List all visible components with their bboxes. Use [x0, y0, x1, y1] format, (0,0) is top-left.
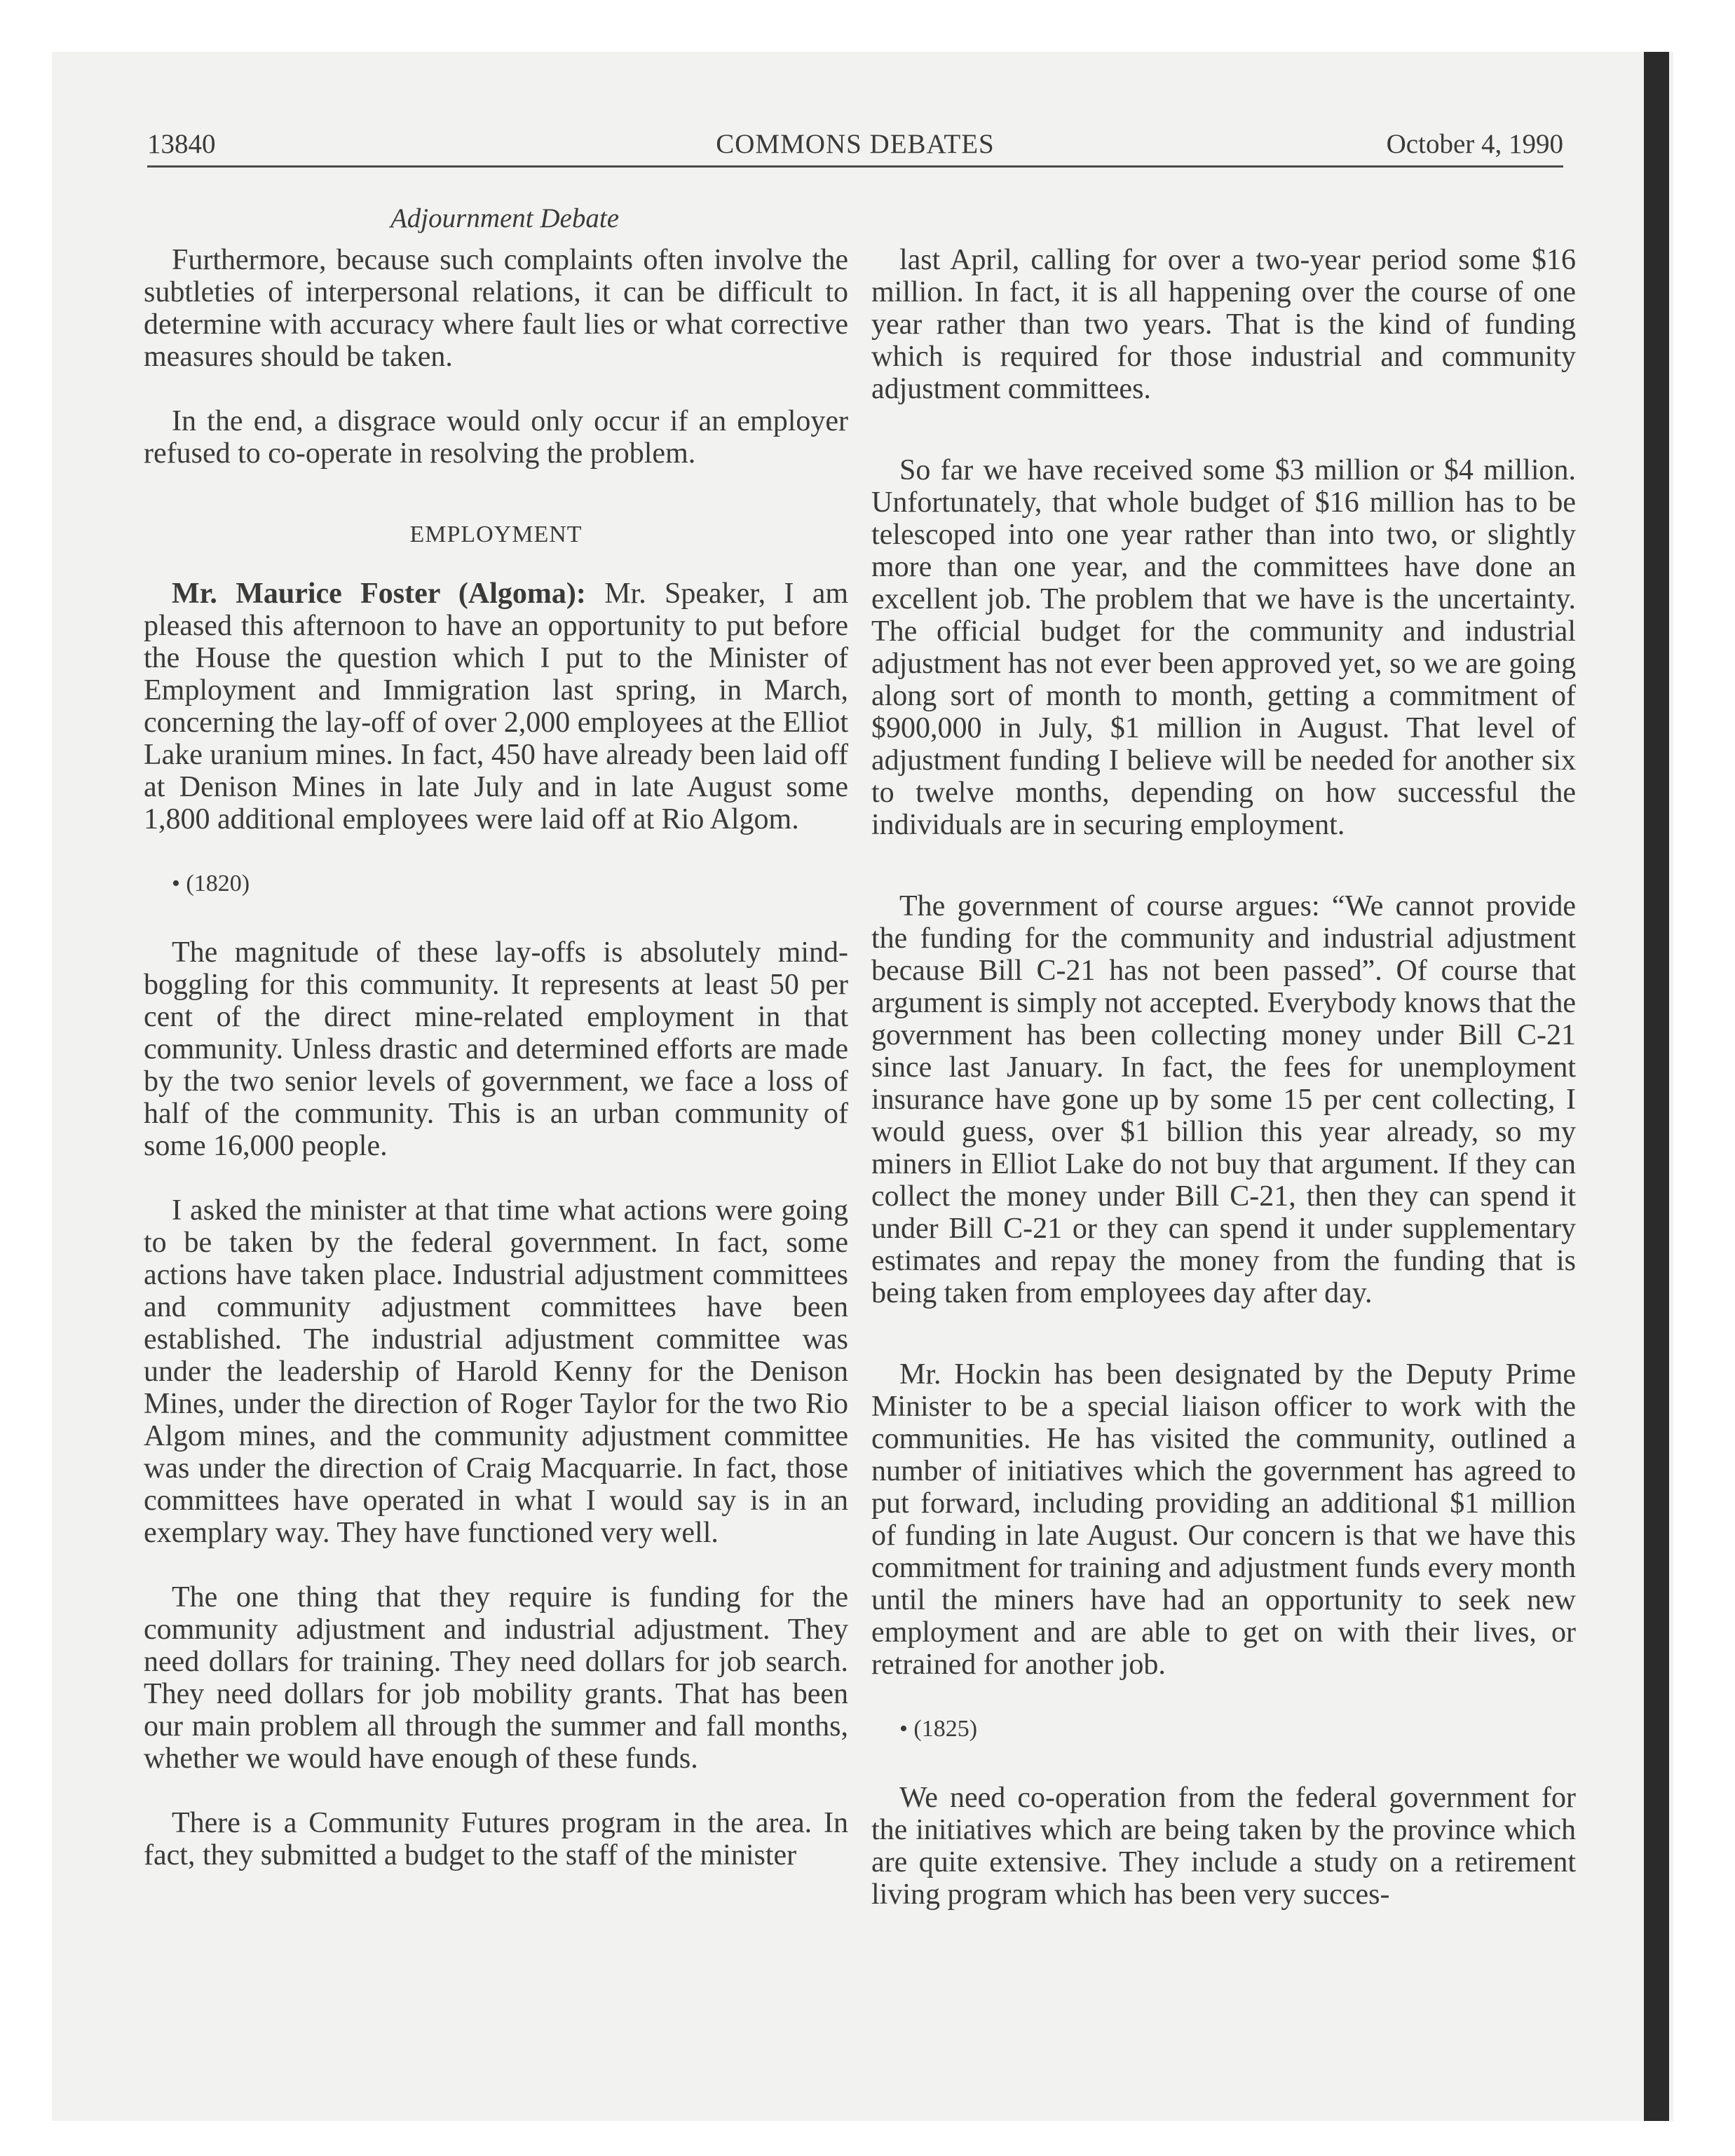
publication-date: October 4, 1990 — [1386, 129, 1563, 159]
scan-edge-shadow — [1644, 52, 1669, 2121]
paragraph: The one thing that they require is funding for the community adjustment and industrial adjustment. They need dollars for training. They need dollars for job search. They need dollars for job mobility grants. That has been our main problem all through the summer and fall months, whether we would have enough of these funds. — [144, 1581, 848, 1775]
speaker-paragraph — [144, 578, 848, 835]
timestamp: • (1825) — [899, 1716, 978, 1742]
paragraph: The government of course argues: “We cannot provide the funding for the community and industrial adjustment because Bill C-21 has not been passed”. Of course that argument is simply not accepted. Everybody knows that the government has been collecting money under Bill C-21 since last January. In fact, the fees for unemployment insurance have gone up by some 15 per cent collecting, I would guess, over $1 billion this year already, so my miners in Elliot Lake do not buy that argument. If they can collect the money under Bill C-21, then they can spend it under Bill C-21 or they can spend it under supplementary estimates and repay the money from the funding that is being taken from employees day after day. — [871, 890, 1576, 1309]
paragraph: Furthermore, because such complaints often involve the subtleties of interpersonal relations, it can be difficult to determine with accuracy where fault lies or what corrective measures should be taken. — [144, 244, 848, 373]
speaker-name: Mr. Maurice Foster (Algoma): — [172, 578, 586, 610]
subject-heading: EMPLOYMENT — [409, 521, 583, 547]
page-number: 13840 — [147, 129, 216, 159]
paragraph: We need co-operation from the federal government for the initiatives which are being taken by the province which are quite extensive. They include a study on a retirement living program which has been very succes- — [871, 1782, 1576, 1911]
publication-title: COMMONS DEBATES — [716, 129, 995, 159]
paragraph: So far we have received some $3 million or $4 million. Unfortunately, that whole budget of $16 million has to be telescoped into one year rather than into two, or slightly more than one year, and the committees have done an excellent job. The problem that we have is the uncertainty. The official budget for the community and industrial adjustment has not ever been approved yet, so we are going along sort of month to month, getting a commitment of $900,000 in July, $1 million in August. That level of adjustment funding I believe will be needed for another six to twelve months, depending on how successful the individuals are in securing employment. — [871, 454, 1576, 841]
right-column — [871, 244, 1576, 1943]
left-column — [144, 244, 848, 1904]
running-header — [147, 123, 1563, 168]
paragraph: last April, calling for over a two-year period some $16 million. In fact, it is all happening over the course of one year rather than two years. That is the kind of funding which is required for those industrial and community adjustment committees. — [871, 244, 1576, 405]
paragraph: Mr. Hockin has been designated by the Deputy Prime Minister to be a special liaison officer to work with the communities. He has visited the community, outlined a number of initiatives which the government has agreed to put forward, including providing an additional $1 million of funding in late August. Our concern is that we have this commitment for training and adjustment funds every month until the miners have had an opportunity to seek new employment and are able to get on with their lives, or retrained for another job. — [871, 1358, 1576, 1681]
paragraph: I asked the minister at that time what actions were going to be taken by the federal government. In fact, some actions have taken place. Industrial adjustment committees and community adjustment committees have been established. The industrial adjustment committee was under the leadership of Harold Kenny for the Denison Mines, under the direction of Roger Taylor for the two Rio Algom mines, and the community adjustment committee was under the direction of Craig Macquarrie. In fact, those committees have operated in what I would say is in an exemplary way. They have functioned very well. — [144, 1194, 848, 1549]
timestamp: • (1820) — [172, 871, 250, 896]
paragraph: In the end, a disgrace would only occur if an employer refused to co-operate in resolving the problem. — [144, 405, 848, 470]
paragraph: The magnitude of these lay-offs is absolutely mind-boggling for this community. It represents at least 50 per cent of the direct mine-related employment in that community. Unless drastic and determined efforts are made by the two senior levels of government, we face a loss of half of the community. This is an urban community of some 16,000 people. — [144, 936, 848, 1162]
section-title: Adjournment Debate — [390, 203, 619, 233]
paragraph: There is a Community Futures program in the area. In fact, they submitted a budget to the staff of the minister — [144, 1807, 848, 1871]
speech-text: Mr. Speaker, I am pleased this afternoon to have an opportunity to put before the House the question which I put to the Minister of Employment and Immigration last spring, in March, concerning the lay-off of over 2,000 employees at the Elliot Lake uranium mines. In fact, 450 have already been laid off at Denison Mines in late July and in late August some 1,800 additional employees were laid off at Rio Algom. — [144, 578, 849, 835]
